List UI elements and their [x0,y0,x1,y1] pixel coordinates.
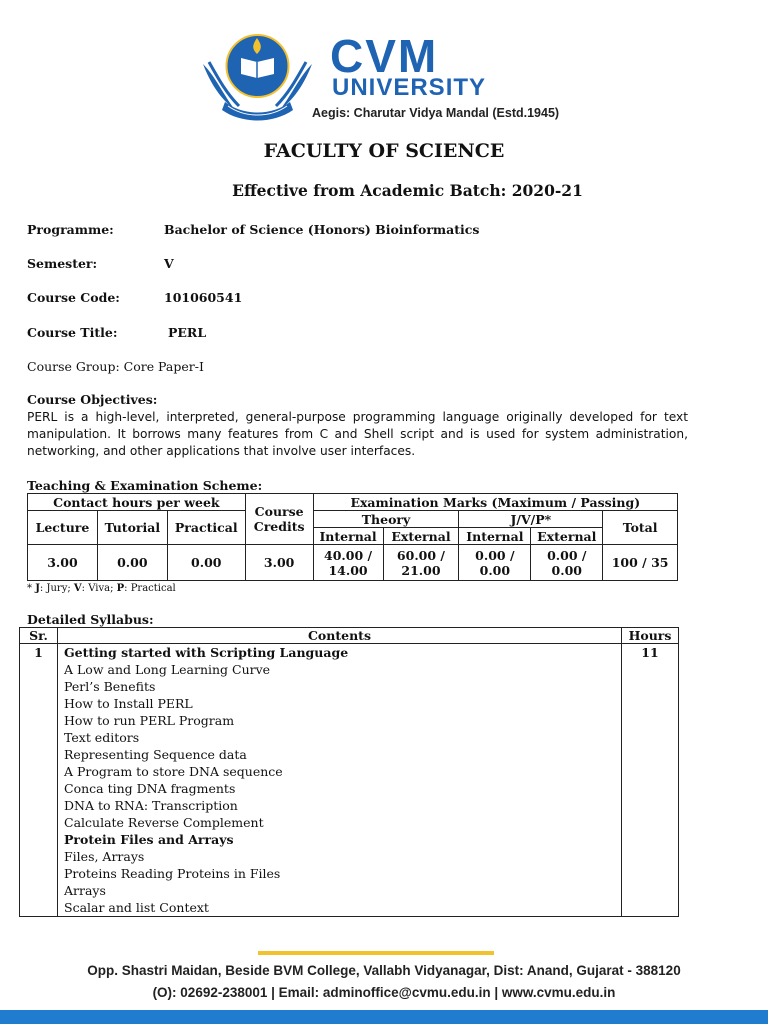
footer-address: Opp. Shastri Maidan, Beside BVM College, Vallabh Vidyanagar, Dist: Anand, Gujarat - 388120 [87,963,681,978]
course-credits-header: Course Credits [245,494,313,545]
theory-header: Theory [313,511,459,528]
footnote-j: J [35,583,40,594]
syllabus-topic: Scalar and list Context [64,900,209,915]
theory-external-value: 60.00 / 21.00 [383,545,459,581]
university-wordmark [312,30,575,120]
theory-internal-value: 40.00 / 14.00 [313,545,383,581]
practical-value: 0.00 [167,545,245,581]
course-group: Course Group: Core Paper-I [27,359,204,374]
tutorial-value: 0.00 [97,545,167,581]
syllabus-topic: Conca ting DNA fragments [64,781,236,796]
jvp-header: J/V/P* [459,511,603,528]
jvp-internal-value: 0.00 / 0.00 [459,545,531,581]
footnote-v-text: : Viva; [81,583,117,594]
university-word: UNIVERSITY [332,74,487,101]
syllabus-topic: Protein Files and Arrays [64,832,234,847]
batch-title: Effective from Academic Batch: 2020-21 [232,181,583,200]
footer-band [0,1010,768,1024]
total-header: Total [603,511,678,545]
tutorial-header: Tutorial [97,511,167,545]
jvp-external-header: External [531,528,603,545]
syllabus-topic: How to run PERL Program [64,713,235,728]
footnote-p: P [116,583,125,594]
faculty-title: FACULTY OF SCIENCE [263,140,505,162]
sr-value: 1 [20,644,58,917]
credits-value: 3.00 [245,545,313,581]
syllabus-topic: DNA to RNA: Transcription [64,798,238,813]
table-row [20,644,679,917]
university-seal-icon [195,24,320,134]
sr-header: Sr. [20,628,58,644]
syllabus-topic: Proteins Reading Proteins in Files [64,866,281,881]
theory-external-header: External [383,528,459,545]
footnote-v: V [73,583,82,594]
footnote-star: * [27,583,36,594]
footer-accent-bar [258,951,494,955]
contact-hours-header: Contact hours per week [28,494,246,511]
syllabus-topic: A Program to store DNA sequence [64,764,283,779]
syllabus-topic: A Low and Long Learning Curve [64,662,271,677]
syllabus-heading: Detailed Syllabus: [27,612,154,627]
course-title-value: PERL [168,325,207,340]
semester-value: V [164,256,174,271]
objectives-text: PERL is a high-level, interpreted, general-purpose programming language originally developed for text manipulation. It borrows many features from C and Shell script and is used for system administration, networking, and other applications that involve user interfaces. [27,410,688,458]
hours-header: Hours [622,628,679,644]
syllabus-table [19,627,679,917]
scheme-footnote [27,583,176,594]
course-code-value: 101060541 [164,290,243,305]
syllabus-topic: Arrays [64,883,106,898]
total-value: 100 / 35 [603,545,678,581]
syllabus-topic: Calculate Reverse Complement [64,815,264,830]
syllabus-topic: Getting started with Scripting Language [64,645,349,660]
programme-label: Programme: [27,222,114,237]
syllabus-topic: Perl’s Benefits [64,679,156,694]
aegis-text: Aegis: Charutar Vidya Mandal (Estd.1945) [312,106,560,120]
footnote-p-text: : Practical [124,583,176,594]
university-logo [195,24,575,134]
lecture-value: 3.00 [28,545,98,581]
university-name: CVM [330,30,439,82]
exam-marks-header: Examination Marks (Maximum / Passing) [313,494,677,511]
objectives-heading: Course Objectives: [27,392,158,407]
programme-value: Bachelor of Science (Honors) Bioinformatics [164,222,480,237]
syllabus-topic: Text editors [64,730,140,745]
scheme-table [27,493,678,581]
syllabus-topic: Representing Sequence data [64,747,247,762]
syllabus-topic: Files, Arrays [64,849,145,864]
footer-contact: (O): 02692-238001 | Email: adminoffice@cvmu.edu.in | www.cvmu.edu.in [152,985,616,1000]
jvp-internal-header: Internal [459,528,531,545]
semester-label: Semester: [27,256,98,271]
contents-header: Contents [58,628,622,644]
contents-cell [58,644,622,917]
hours-value: 11 [622,644,679,917]
scheme-heading: Teaching & Examination Scheme: [27,478,263,493]
course-code-label: Course Code: [27,290,120,305]
footnote-j-text: : Jury; [39,583,74,594]
course-title-label: Course Title: [27,325,118,340]
practical-header: Practical [167,511,245,545]
theory-internal-header: Internal [313,528,383,545]
jvp-external-value: 0.00 / 0.00 [531,545,603,581]
syllabus-topic: How to Install PERL [64,696,193,711]
lecture-header: Lecture [28,511,98,545]
